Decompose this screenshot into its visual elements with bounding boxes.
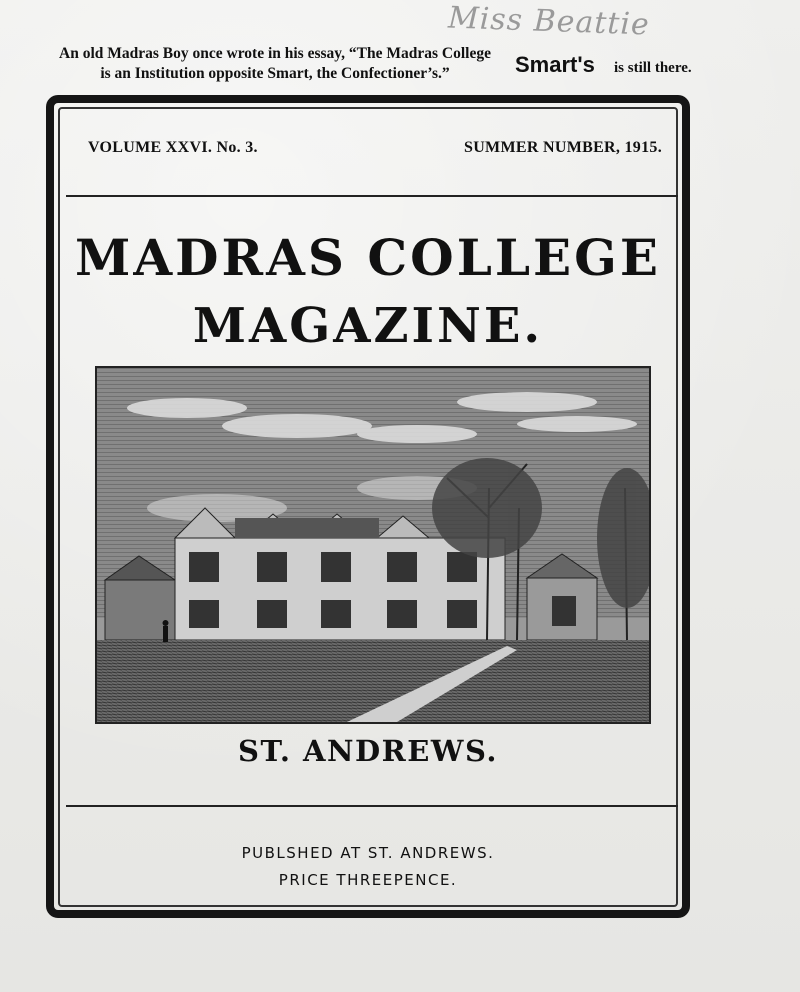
magazine-title-line1: MADRAS COLLEGE [75,228,661,287]
place-name: ST. ANDREWS. [238,734,498,768]
price-line: PRICE THREEPENCE. [278,871,458,889]
header-note-line2: is an Institution opposite Smart, the Confectioner’s.” [100,65,450,82]
magazine-title-line2: MAGAZINE. [192,298,544,354]
header-note [40,44,510,84]
smarts-brand: Smart's [515,52,595,77]
publisher-line: PUBLSHED AT ST. ANDREWS. [241,844,495,862]
bottom-divider [66,805,678,807]
handwritten-signature: Miss Beattie [447,0,651,43]
header-note-line1: An old Madras Boy once wrote in his essay, “The Madras College [59,45,491,62]
college-building-engraving [95,366,651,724]
issue-label: SUMMER NUMBER, 1915. [464,139,662,156]
engraving-illustration [97,368,649,722]
smarts-tail-text: is still there. [614,60,692,76]
volume-label: VOLUME XXVI. No. 3. [88,139,258,156]
top-divider [66,195,678,197]
